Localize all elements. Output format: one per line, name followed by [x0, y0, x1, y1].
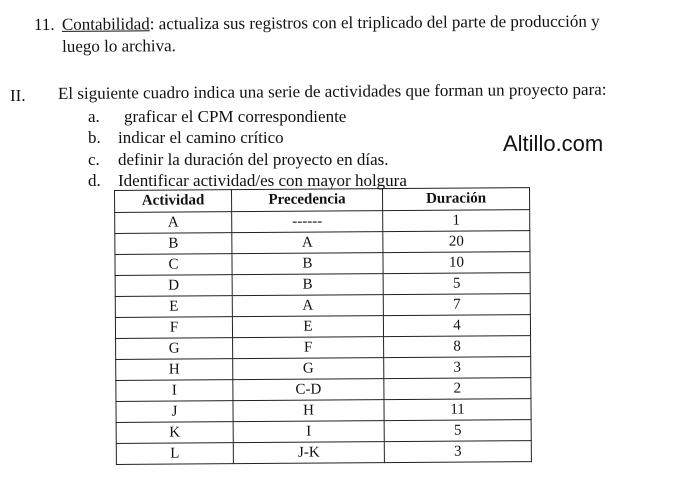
cell-precedencia: H [233, 400, 384, 422]
cell-precedencia: ------ [232, 211, 383, 233]
task-text: graficar el CPM correspondiente [124, 107, 347, 126]
table-body [115, 210, 532, 465]
table-row [115, 294, 530, 318]
task-letter: c. [88, 150, 100, 169]
table-row [116, 399, 531, 423]
cell-actividad: K [116, 422, 233, 444]
table-row [116, 336, 531, 360]
item-line-1: : actualiza sus registros con el triplicado del parte de producción y [149, 11, 600, 34]
cell-actividad: C [115, 254, 232, 276]
cell-duracion: 1 [383, 210, 530, 232]
cell-actividad: A [115, 212, 232, 234]
header-duracion: Duración [382, 188, 529, 211]
cell-precedencia: A [232, 295, 383, 317]
task-item-b [88, 127, 284, 148]
table-row [115, 252, 530, 276]
task-item-c [88, 149, 388, 170]
cell-duracion: 3 [384, 357, 531, 379]
activity-table [114, 187, 532, 465]
task-letter: a. [88, 107, 100, 126]
task-item-a [88, 106, 346, 127]
cell-actividad: J [116, 401, 233, 423]
cell-precedencia: B [232, 274, 383, 296]
cell-actividad: B [115, 233, 232, 255]
header-actividad: Actividad [115, 190, 232, 213]
table-row [115, 231, 530, 255]
cell-duracion: 4 [383, 315, 530, 337]
cell-duracion: 5 [383, 273, 530, 295]
task-letter: d. [88, 171, 101, 190]
cell-actividad: H [116, 359, 233, 381]
table-row [115, 315, 530, 339]
cell-actividad: F [115, 317, 232, 339]
cell-duracion: 20 [383, 231, 530, 253]
cell-duracion: 8 [384, 336, 531, 358]
cell-precedencia: G [233, 358, 384, 380]
item-11-paragraph [34, 10, 694, 58]
task-text: Identificar actividad/es con mayor holgura [118, 171, 407, 190]
cell-precedencia: B [232, 253, 383, 275]
section-roman-numeral: II. [10, 86, 26, 105]
item-term: Contabilidad [61, 14, 150, 34]
cell-precedencia: E [232, 316, 383, 338]
table-row [116, 420, 531, 444]
cell-duracion: 2 [384, 378, 531, 400]
item-line-2: luego lo archiva. [62, 36, 176, 56]
cell-precedencia: I [233, 421, 384, 443]
table-row [115, 273, 530, 297]
item-number: 11. [33, 14, 55, 35]
cell-actividad: E [115, 296, 232, 318]
table-header-row [115, 188, 530, 213]
table-row [116, 357, 531, 381]
cell-duracion: 5 [384, 420, 531, 442]
cell-actividad: L [116, 443, 233, 465]
cell-actividad: D [115, 275, 232, 297]
table-row [116, 378, 531, 402]
cell-precedencia: C-D [233, 379, 384, 401]
cell-duracion: 3 [384, 441, 531, 463]
cell-precedencia: J-K [233, 442, 384, 464]
header-precedencia: Precedencia [232, 189, 383, 212]
cell-precedencia: A [232, 232, 383, 254]
table-row [116, 441, 531, 465]
cell-precedencia: F [233, 337, 384, 359]
cell-actividad: G [116, 338, 233, 360]
task-text: indicar el camino crítico [118, 128, 284, 147]
table-row [115, 210, 530, 234]
cell-actividad: I [116, 380, 233, 402]
brand-watermark: Altillo.com [503, 131, 604, 156]
task-text: definir la duración del proyecto en días. [118, 150, 389, 169]
cell-duracion: 7 [383, 294, 530, 316]
section-intro: El siguiente cuadro indica una serie de actividades que forman un proyecto para: [57, 79, 607, 103]
task-letter: b. [88, 128, 101, 147]
cell-duracion: 11 [384, 399, 531, 421]
cell-duracion: 10 [383, 252, 530, 274]
